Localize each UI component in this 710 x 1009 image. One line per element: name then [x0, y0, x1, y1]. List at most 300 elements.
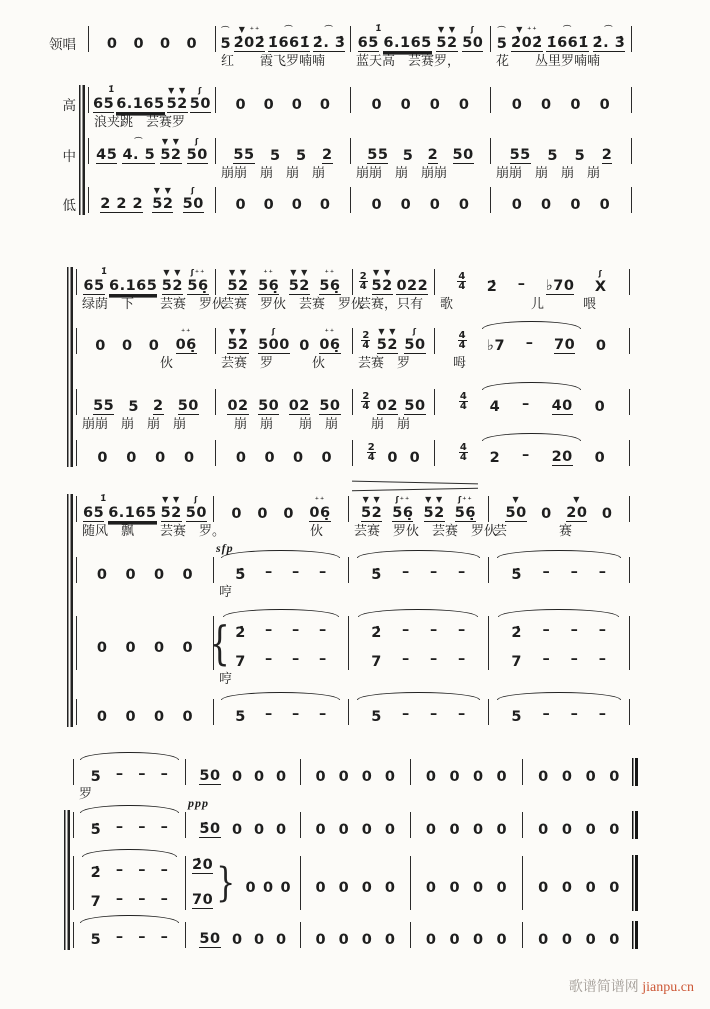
- ornament-marks: [319, 871, 323, 880]
- measure: [350, 138, 490, 164]
- ornament-marks: [342, 760, 346, 769]
- note-group: [512, 188, 523, 213]
- note-digits: –: [138, 862, 146, 878]
- note-digits: 0: [182, 567, 194, 583]
- note-digits: 0: [425, 932, 437, 948]
- watermark-domain: jianpu.cn: [642, 980, 694, 995]
- note-group: [161, 923, 169, 948]
- note-group: [292, 558, 300, 583]
- measure: [88, 187, 215, 213]
- ornament-marks: [603, 188, 607, 197]
- note-group: [522, 441, 530, 466]
- note-group: [154, 558, 165, 583]
- note-digits: 0: [496, 879, 508, 896]
- note-group: [372, 88, 383, 113]
- note-group: [161, 813, 169, 838]
- ornament-marks: [267, 188, 271, 197]
- note-group: [138, 856, 146, 881]
- ornament-marks: ▼ ▼: [425, 495, 444, 504]
- note-digits: 0: [280, 879, 292, 896]
- ornament-marks: [266, 871, 270, 880]
- note-digits: 2: [489, 450, 501, 466]
- note-digits: –: [115, 766, 124, 782]
- note-digits: 0: [449, 879, 461, 896]
- ornament-marks: [99, 329, 103, 338]
- measure: [209, 616, 348, 670]
- lyric-cell: [88, 52, 215, 71]
- note-group: [126, 441, 137, 466]
- note-group: [246, 871, 257, 896]
- note-group: [339, 813, 350, 838]
- notes-row: [73, 759, 635, 785]
- note-digits: 52: [160, 505, 182, 521]
- ornament-marks: [157, 700, 161, 709]
- notes-row: [76, 699, 630, 725]
- note-digits: –: [160, 819, 169, 835]
- note-group: [91, 856, 102, 881]
- staff-content: [88, 138, 632, 183]
- measure: [215, 138, 350, 164]
- note-digits: 0: [299, 338, 310, 354]
- note-digits: 52: [436, 35, 458, 51]
- note-group: [235, 616, 246, 641]
- note-digits: 50: [177, 398, 199, 414]
- ornament-marks: [429, 813, 433, 822]
- note-digits: 0: [96, 639, 108, 656]
- note-digits: 02: [288, 398, 310, 414]
- note-group: [377, 328, 398, 354]
- ornament-marks: [388, 760, 392, 769]
- ornament-marks: [578, 139, 582, 148]
- staff-line: [0, 187, 710, 214]
- note-digits: 0: [159, 36, 171, 52]
- note-digits: 0: [496, 822, 508, 838]
- note-digits: 5: [496, 36, 508, 52]
- ornament-marks: [295, 88, 299, 97]
- lyrics-row: [76, 670, 630, 689]
- ornament-marks: [186, 558, 190, 567]
- ornament-marks: [267, 88, 271, 97]
- ornament-marks: [406, 139, 410, 148]
- note-digits: 0: [125, 639, 137, 656]
- note-digits: –: [598, 706, 607, 722]
- lyric-cell: 绿荫 下 芸赛 罗伙: [82, 296, 226, 311]
- note-digits: 0: [449, 822, 461, 838]
- ts-upper: 2: [367, 442, 375, 453]
- lyric-cell: [488, 670, 630, 689]
- note-group: [265, 645, 273, 670]
- ornament-marks: [598, 390, 602, 399]
- note-group: [449, 871, 460, 896]
- note-group: [490, 390, 501, 415]
- note-group: [538, 923, 549, 948]
- ornament-marks: [239, 558, 243, 567]
- ornament-marks: [131, 269, 135, 278]
- note-digits: 2̇02̇: [233, 35, 266, 51]
- note-digits: 0: [254, 932, 265, 948]
- measure: [352, 328, 434, 354]
- note-digits: 5: [371, 709, 382, 725]
- system: [0, 496, 710, 725]
- note-group: [511, 700, 522, 725]
- measure: [76, 699, 213, 725]
- note-group: [593, 26, 626, 52]
- ornament-marks: [303, 329, 307, 338]
- note-group: [161, 496, 182, 522]
- staff-line: [0, 496, 710, 541]
- note-group: [426, 813, 437, 838]
- note-group: [430, 645, 438, 670]
- note-digits: 0: [561, 769, 573, 785]
- note-group: [609, 923, 620, 948]
- note-group: [430, 700, 438, 725]
- note-group: [586, 923, 597, 948]
- staff-line: [0, 541, 710, 602]
- ornament-marks: [542, 760, 546, 769]
- note-group: [155, 441, 166, 466]
- note-digits: –: [598, 651, 607, 667]
- ornament-marks: ʃ: [191, 186, 196, 195]
- note-digits: 02: [376, 398, 398, 414]
- staff-content: [88, 187, 632, 214]
- ornament-marks: [273, 139, 277, 148]
- note-group: [264, 188, 275, 213]
- staff-content: [76, 699, 630, 725]
- note-group: [510, 138, 531, 164]
- note-group: [339, 871, 350, 896]
- note-digits: –: [522, 447, 530, 463]
- note-group: [458, 616, 466, 641]
- ornament-marks: [249, 871, 253, 880]
- note-digits: –: [160, 929, 169, 945]
- ornament-marks: [388, 813, 392, 822]
- note-group: [183, 187, 204, 213]
- note-group: [562, 923, 573, 948]
- note-group: [176, 328, 197, 354]
- ornament-marks: [598, 441, 602, 450]
- note-digits: –: [292, 622, 300, 638]
- notes-row: [88, 26, 632, 52]
- note-digits: 50: [199, 931, 221, 947]
- note-group: [511, 26, 543, 52]
- time-signature: [458, 331, 467, 350]
- note-group: [609, 871, 620, 896]
- note-digits: –: [292, 564, 300, 580]
- note-digits: –: [138, 819, 146, 835]
- lyric-cell: 随风 飘 芸赛 罗。: [82, 523, 226, 538]
- note-group: [97, 441, 108, 466]
- note-digits: 0: [400, 197, 412, 213]
- note-digits: 0: [458, 97, 470, 113]
- note-digits: 4. 5: [122, 147, 156, 163]
- ornament-marks: ʃ: [598, 269, 603, 278]
- note-digits: 50: [452, 147, 474, 163]
- note-group: [258, 269, 279, 295]
- notes-row: [88, 87, 632, 113]
- note-group: [372, 188, 383, 213]
- note-group: [562, 813, 573, 838]
- measure: [350, 87, 490, 113]
- note-group: [566, 496, 587, 522]
- note-group: [162, 269, 183, 295]
- ornament-marks: [406, 26, 410, 35]
- ornament-marks: [462, 188, 466, 197]
- note-digits: 0: [609, 932, 620, 948]
- ornament-marks: [296, 441, 300, 450]
- grace-note: 1̇: [101, 267, 107, 277]
- staff-line: [0, 87, 710, 132]
- ornament-marks: [476, 923, 480, 932]
- system: [0, 269, 710, 466]
- lyric-cell: 伙: [82, 355, 174, 370]
- measure: [215, 269, 352, 295]
- staff-line: [0, 138, 710, 183]
- measure: [434, 269, 630, 295]
- note-digits: 0: [599, 97, 611, 113]
- staff-content: [76, 328, 630, 373]
- note-digits: 0: [594, 399, 606, 415]
- staff-content: [88, 87, 632, 132]
- ornament-marks: [186, 389, 190, 398]
- note-digits: 6.165: [108, 505, 157, 521]
- note-group: [138, 923, 146, 948]
- lyric-cell: 崩 崩: [358, 416, 411, 431]
- lyrics-row: [88, 113, 632, 132]
- final-barline: [632, 811, 639, 839]
- ornament-marks: ▼: [573, 495, 581, 504]
- ornament-marks: ʃ⁺⁺: [190, 268, 206, 277]
- note-digits: 65: [83, 505, 105, 521]
- ornament-marks: [391, 441, 395, 450]
- note-digits: –: [598, 622, 607, 638]
- ornament-marks: [235, 760, 239, 769]
- notes-row: [76, 616, 630, 670]
- note-group: [199, 922, 220, 948]
- staff-line: [0, 26, 710, 71]
- note-group: [595, 441, 606, 466]
- measure: [522, 812, 635, 838]
- note-group: [430, 88, 441, 113]
- note-digits: 0: [541, 506, 552, 522]
- note-digits: 50: [186, 147, 208, 163]
- measure: [352, 389, 434, 415]
- note-group: [235, 645, 246, 670]
- note-digits: 0: [182, 639, 194, 656]
- note-group: [586, 871, 597, 896]
- note-digits: 0: [292, 450, 304, 466]
- ornament-marks: [235, 923, 239, 932]
- note-digits: 0: [276, 769, 287, 785]
- staff-line: [0, 269, 710, 314]
- lyric-cell: [348, 583, 488, 602]
- ornament-marks: [574, 188, 578, 197]
- ornament-marks: [413, 389, 417, 398]
- note-group: [125, 631, 136, 656]
- note-group: [428, 138, 439, 164]
- note-group: [367, 138, 388, 164]
- measure: [522, 922, 635, 948]
- note-group: [116, 923, 124, 948]
- measure: [410, 922, 522, 948]
- lyric-cell: [434, 415, 630, 434]
- ornament-marks: [375, 700, 379, 709]
- ornament-marks: [515, 188, 519, 197]
- rest-row: [303, 871, 408, 896]
- note-group: [101, 267, 158, 295]
- note-digits: 0: [184, 450, 195, 466]
- notes-row: [76, 440, 630, 466]
- note-digits: 5̇0: [199, 821, 221, 837]
- ornament-marks: [319, 923, 323, 932]
- ornament-marks: [599, 329, 603, 338]
- ornament-marks: [152, 329, 156, 338]
- ornament-marks: [515, 88, 519, 97]
- measure: [488, 699, 630, 725]
- ornament-marks: [187, 441, 191, 450]
- ornament-marks: [342, 871, 346, 880]
- voice-row: [76, 885, 183, 910]
- note-digits: –: [570, 651, 579, 667]
- note-group: [161, 760, 169, 785]
- ornament-marks: ⁺⁺: [314, 495, 326, 504]
- note-digits: 0: [538, 822, 549, 838]
- ornament-marks: [319, 760, 323, 769]
- ornament-marks: [100, 631, 104, 640]
- note-digits: 56̣: [187, 278, 209, 294]
- note-digits: 52: [160, 147, 182, 163]
- measure: [490, 187, 632, 213]
- ornament-marks: [558, 269, 562, 278]
- measure: [213, 496, 348, 522]
- ornament-marks: [429, 871, 433, 880]
- note-group: [402, 558, 410, 583]
- note-group: [182, 631, 193, 656]
- lyric-cell: [300, 785, 410, 804]
- note-digits: –: [318, 651, 327, 667]
- note-group: [236, 88, 247, 113]
- note-digits: 0: [291, 197, 303, 213]
- ornament-marks: [365, 871, 369, 880]
- ornament-marks: [239, 188, 243, 197]
- note-group: [138, 760, 146, 785]
- note-digits: ♭7: [487, 338, 506, 354]
- ornament-marks: [375, 558, 379, 567]
- note-group: [449, 760, 460, 785]
- note-digits: 55: [509, 147, 531, 163]
- ornament-marks: [365, 923, 369, 932]
- ornament-marks: ʃ: [194, 495, 199, 504]
- note-digits: 0: [276, 932, 287, 948]
- note-digits: 5̇: [235, 567, 246, 583]
- ornament-marks: [100, 700, 104, 709]
- ornament-marks: [453, 871, 457, 880]
- note-digits: 0: [561, 822, 573, 838]
- note-digits: 0: [263, 197, 275, 213]
- ornament-marks: ▼ ▼: [153, 186, 172, 195]
- note-group: [316, 871, 327, 896]
- ornament-marks: [476, 871, 480, 880]
- note-digits: –: [265, 622, 273, 638]
- note-digits: 40: [551, 398, 573, 414]
- staff-line: [0, 856, 710, 910]
- note-digits: 0: [153, 567, 165, 583]
- part-label: [0, 557, 76, 602]
- note-group: [97, 558, 108, 583]
- measure: [350, 26, 490, 52]
- rest-row: [525, 871, 633, 896]
- note-digits: 2 2 2: [100, 196, 144, 212]
- note-digits: 52: [152, 196, 174, 212]
- note-digits: 5: [574, 148, 586, 164]
- note-group: [264, 441, 275, 466]
- notes-row: [76, 541, 630, 583]
- measure: [185, 759, 300, 785]
- note-group: [186, 496, 207, 522]
- note-group: [292, 88, 303, 113]
- lyric-cell: [522, 785, 635, 804]
- note-digits: 7: [371, 654, 382, 670]
- note-digits: 50: [404, 398, 426, 414]
- note-group: [322, 138, 333, 164]
- ornament-marks: [476, 760, 480, 769]
- ornament-marks: [429, 760, 433, 769]
- hairpin-line: [352, 488, 478, 492]
- ornament-marks: [515, 616, 519, 625]
- note-digits: 70: [554, 337, 576, 353]
- note-digits: 56̣: [454, 505, 476, 521]
- note-group: [402, 616, 410, 641]
- part-label: [0, 922, 73, 948]
- measure: [215, 440, 352, 466]
- ornament-marks: [94, 760, 98, 769]
- ornament-marks: [319, 813, 323, 822]
- note-digits: 50: [319, 398, 341, 414]
- hairpin-line: [352, 481, 478, 485]
- note-digits: 5: [402, 148, 414, 164]
- note-group: [236, 441, 247, 466]
- voice-row: [491, 616, 627, 641]
- final-barline: [632, 921, 639, 949]
- ornament-marks: [94, 813, 98, 822]
- ornament-marks: [589, 813, 593, 822]
- note-digits: ♭70: [545, 278, 575, 294]
- note-group: [449, 923, 460, 948]
- ornament-marks: [545, 497, 549, 506]
- note-group: [258, 328, 290, 354]
- note-digits: –: [138, 929, 146, 945]
- note-group: [100, 187, 143, 213]
- time-signature: [459, 392, 468, 411]
- ornament-marks: [132, 390, 136, 399]
- note-group: [424, 496, 445, 522]
- note-digits: 0: [338, 879, 350, 896]
- note-digits: 2̇: [371, 625, 382, 641]
- measure: [410, 812, 522, 838]
- ts-upper: 2: [362, 330, 370, 341]
- measure: [215, 26, 350, 52]
- note-digits: 06̣: [319, 337, 341, 353]
- measure: [490, 26, 632, 52]
- note-group: [459, 188, 470, 213]
- note-digits: 0: [264, 450, 276, 466]
- ornament-marks: [239, 441, 243, 450]
- ornament-marks: [208, 922, 212, 931]
- ornament-marks: [589, 923, 593, 932]
- measure: [300, 812, 410, 838]
- note-digits: –: [457, 564, 466, 580]
- measure: [410, 856, 522, 910]
- note-group: [91, 813, 102, 838]
